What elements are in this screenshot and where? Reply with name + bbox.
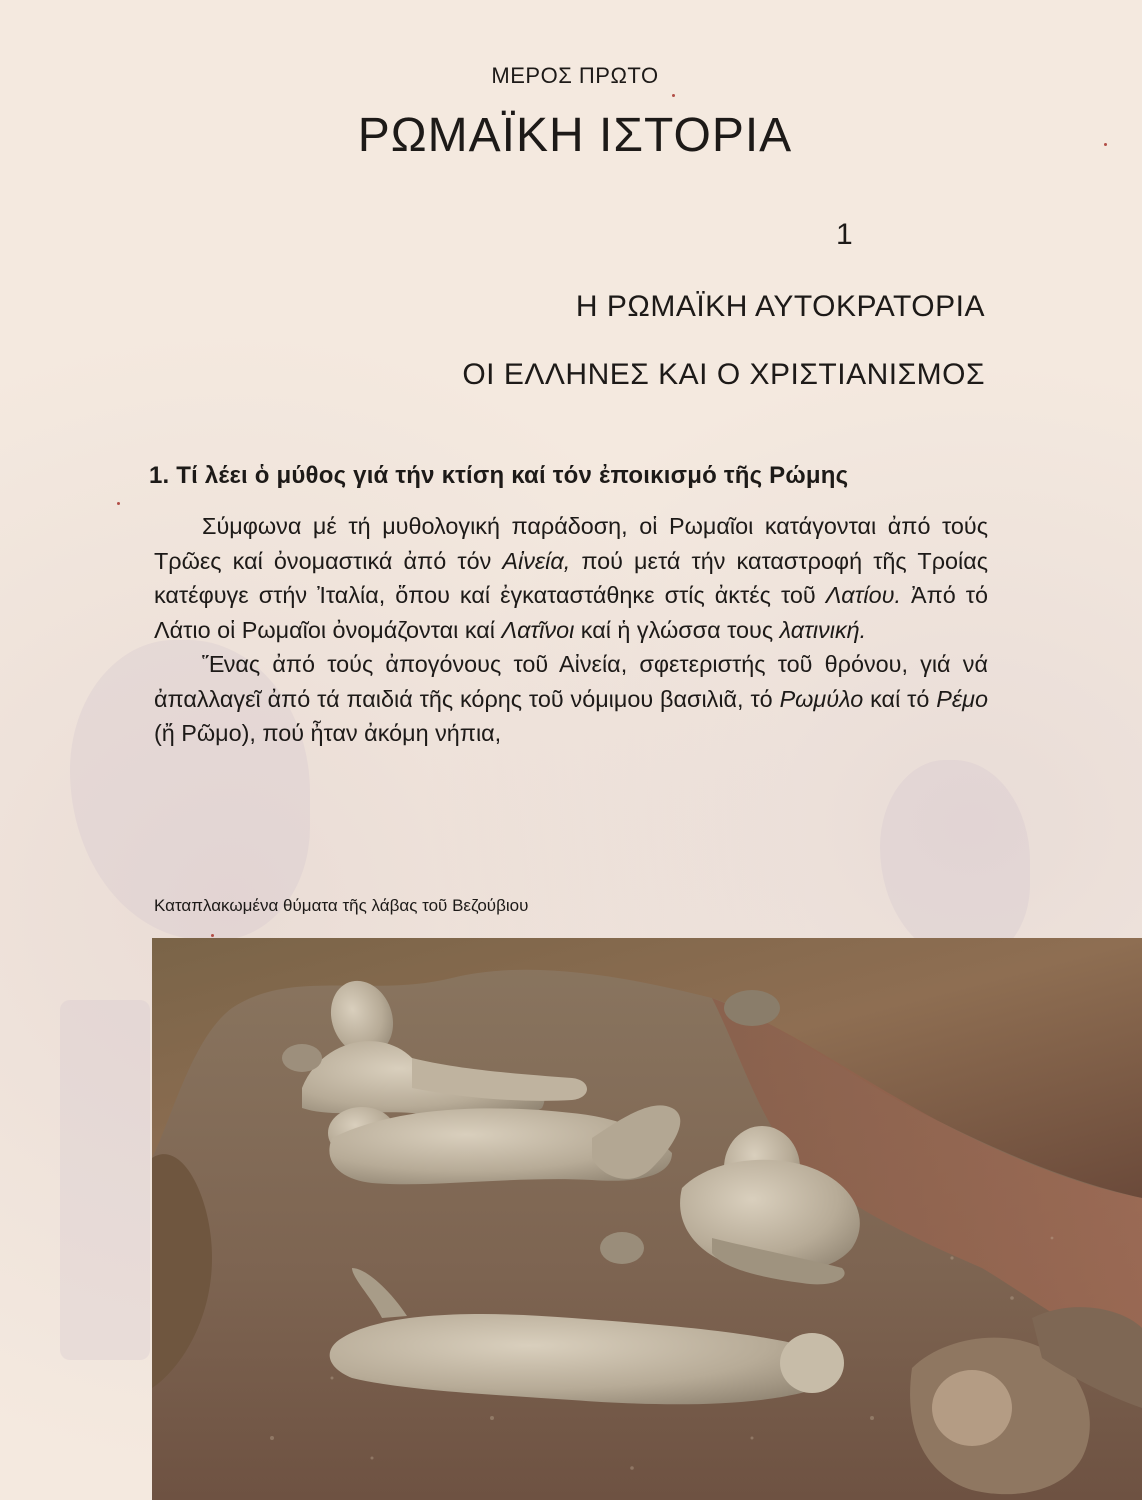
part-title: ΡΩΜΑΪΚΗ ΙΣΤΟΡΙΑ: [357, 109, 793, 162]
bleed-through-shape: [880, 760, 1030, 960]
part-label: ΜΕΡΟΣ ΠΡΩΤΟ: [491, 63, 659, 88]
p1-text-1: Σύμφωνα μέ τή μυθολογική παράδοση, οἱ Ρωμαῖοι κατάγονται ἀπό τούς Τρῶες καί ὀνομαστικά ἀπό τόν: [154, 513, 988, 574]
chapter-title-line2: ΟΙ ΕΛΛΗΝΕΣ ΚΑΙ Ο ΧΡΙΣΤΙΑΝΙΣΜΟΣ: [462, 358, 985, 391]
figure-photo: [152, 938, 1142, 1500]
p1-term-aineia: Αἰνεία,: [502, 547, 571, 574]
print-speck: [117, 502, 120, 505]
p2-text-3: (ἤ Ρῶμο), πού ἦταν ἀκόμη νήπια,: [154, 720, 502, 746]
p2-text-2: καί τό: [863, 685, 937, 712]
p2-term-romylo: Ρωμύλο: [779, 685, 864, 712]
print-speck: [672, 94, 675, 97]
p1-text-3: Ἀπό τό Λάτιο οἱ Ρωμαῖοι ὀνομάζονται καί: [154, 582, 989, 643]
pompeii-casts-illustration: [152, 938, 1142, 1500]
paragraph-1: [154, 509, 988, 647]
p2-text-1: Ἕνας ἀπό τούς ἀπογόνους τοῦ Αἰνεία, σφετεριστής τοῦ θρόνου, γιά νά ἀπαλλαγεῖ ἀπό τά παιδιά τῆς κόρης τοῦ νόμιμου βασιλιᾶ, τό: [154, 651, 988, 712]
section-heading: 1. Τί λέει ὁ μύθος γιά τήν κτίση καί τόν ἐποικισμό τῆς Ρώμης: [149, 462, 849, 489]
body-text: [154, 509, 988, 751]
chapter-title-line1: Η ΡΩΜΑΪΚΗ ΑΥΤΟΚΡΑΤΟΡΙΑ: [575, 290, 985, 323]
p1-term-latinoi: Λατῖνοι: [501, 616, 575, 643]
print-speck: [211, 934, 214, 937]
p1-text-2: πού μετά τήν καταστροφή τῆς Τροίας κατέφυγε στήν Ἰταλία, ὅπου καί ἐγκαταστάθηκε στίς ἀκτές τοῦ: [154, 547, 988, 608]
p2-term-remo: Ρέμο: [936, 685, 989, 712]
cast-figure-middle: [328, 1105, 680, 1184]
print-speck: [1104, 143, 1107, 146]
p1-text-4: καί ἡ γλώσσα τους: [574, 616, 780, 643]
p1-term-latiniki: λατινική.: [779, 616, 867, 643]
chapter-number: 1: [836, 218, 853, 251]
bleed-through-shape: [60, 1000, 150, 1360]
figure-caption: Καταπλακωμένα θύματα τῆς λάβας τοῦ Βεζούβιου: [154, 896, 529, 915]
p1-term-latiou: Λατίου.: [825, 582, 901, 608]
paragraph-2: [154, 647, 988, 751]
